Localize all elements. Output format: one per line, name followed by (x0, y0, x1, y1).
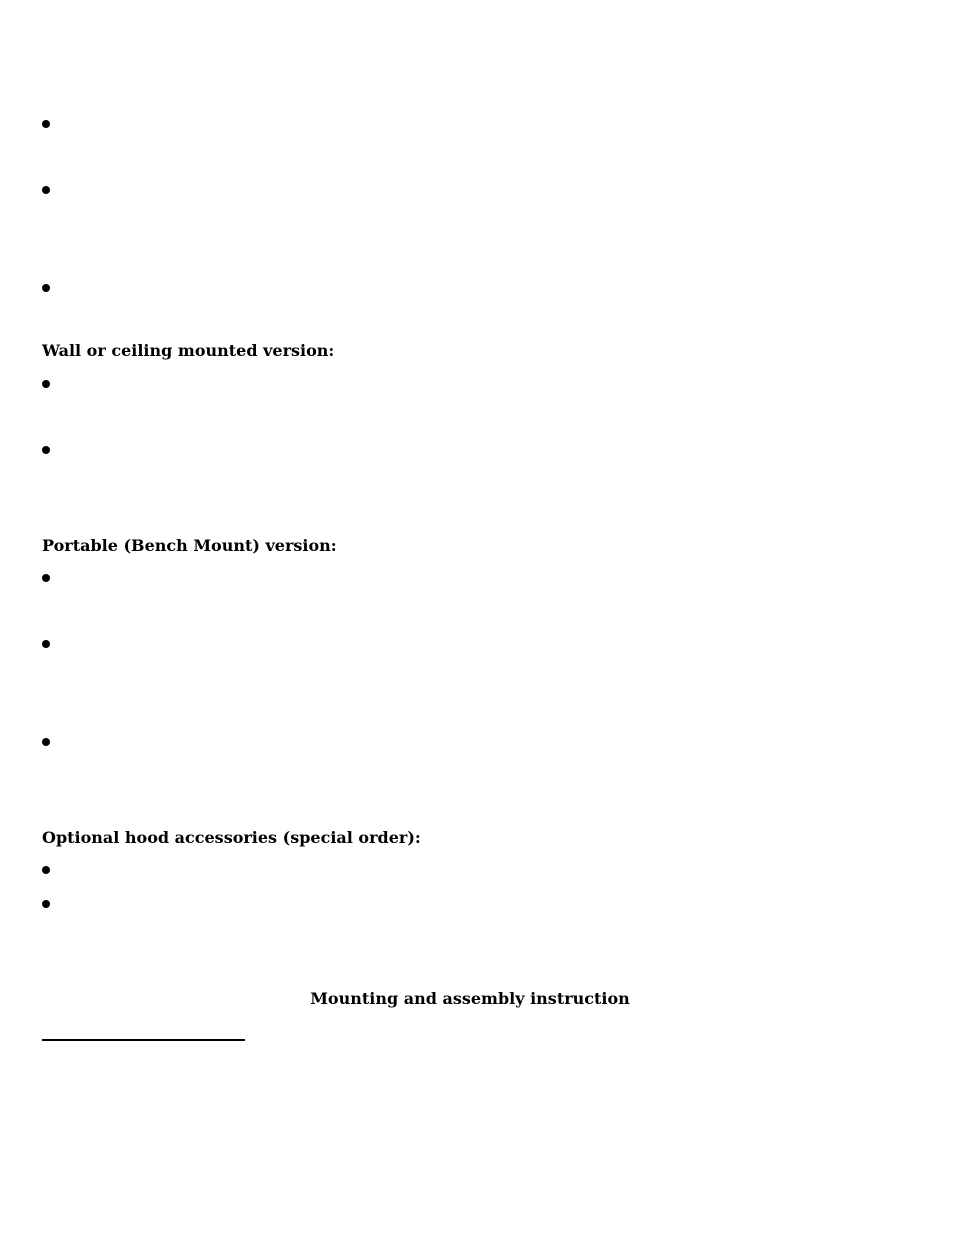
list-bullet (42, 284, 50, 292)
list-bullet (42, 640, 50, 648)
heading-optional-accessories: Optional hood accessories (special order): (42, 828, 421, 847)
list-bullet (42, 574, 50, 582)
list-bullet (42, 120, 50, 128)
list-bullet (42, 866, 50, 874)
heading-wall-ceiling: Wall or ceiling mounted version: (42, 341, 335, 360)
section-title-mounting: Mounting and assembly instruction (310, 989, 630, 1008)
list-bullet (42, 738, 50, 746)
list-bullet (42, 900, 50, 908)
footnote-separator (42, 1039, 245, 1041)
heading-portable: Portable (Bench Mount) version: (42, 536, 337, 555)
list-bullet (42, 186, 50, 194)
list-bullet (42, 380, 50, 388)
list-bullet (42, 446, 50, 454)
